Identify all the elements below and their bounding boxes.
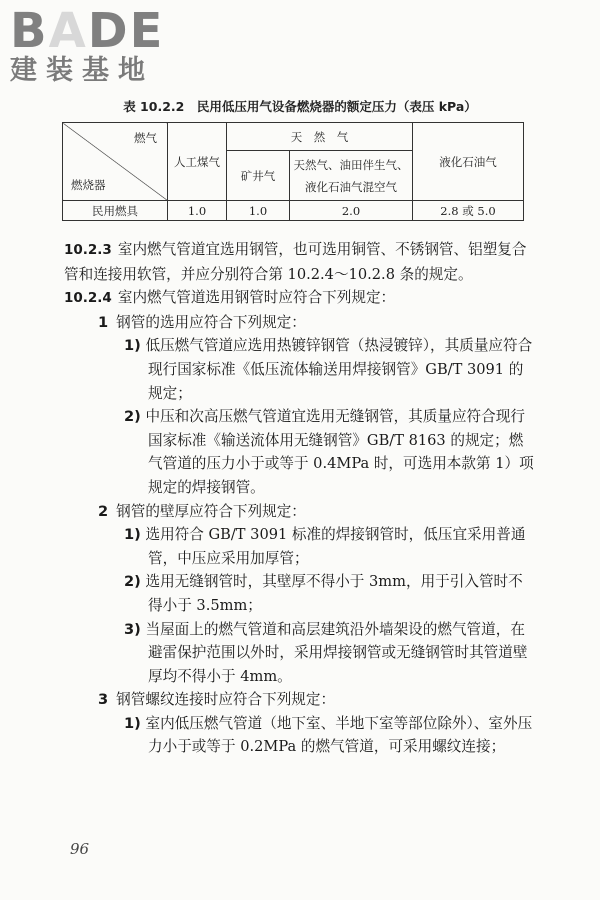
cell-value: 1.0 — [227, 201, 290, 221]
body-text — [64, 238, 534, 759]
header-natural-gas-group: 天 然 气 — [227, 123, 413, 151]
item-3: 3 钢管螺纹连接时应符合下列规定： — [98, 691, 336, 709]
clause-10-2-3: 10.2.3 室内燃气管道宜选用钢管，也可选用铜管、不锈钢管、铝塑复合管和连接用软管，并应分别符合第 10.2.4～10.2.8 条的规定。 — [64, 241, 527, 283]
logo-subtitle: 建装基地 — [10, 55, 154, 86]
item-2-2: 2) 选用无缝钢管时，其壁厚不得小于 3mm，用于引入管时不得小于 3.5mm； — [124, 573, 523, 614]
header-natural-mix: 天然气、油田伴生气、 液化石油气混空气 — [290, 151, 413, 201]
header-lpg: 液化石油气 — [413, 123, 524, 201]
cell-value: 1.0 — [168, 201, 227, 221]
page-number: 96 — [70, 840, 90, 858]
logo-wordmark: BADE — [10, 3, 165, 59]
bade-logo — [10, 3, 180, 86]
item-1-2: 2) 中压和次高压燃气管道宜选用无缝钢管，其质量应符合现行国家标准《输送流体用无缝钢管》GB/T 8163 的规定；燃气管道的压力小于或等于 0.4MPa 时，可选用本款第 1）项规定的焊接钢管。 — [124, 408, 534, 496]
table-row — [63, 201, 524, 221]
item-3-1: 1) 室内低压燃气管道（地下室、半地下室等部位除外）、室外压力小于或等于 0.2MPa 的燃气管道，可采用螺纹连接； — [124, 714, 533, 756]
header-mine-gas: 矿井气 — [227, 151, 290, 201]
item-2: 2 钢管的壁厚应符合下列规定： — [98, 502, 306, 520]
row-label: 民用燃具 — [63, 201, 168, 221]
cell-value: 2.0 — [290, 201, 413, 221]
header-artificial-gas: 人工煤气 — [168, 123, 227, 201]
pressure-table — [62, 122, 524, 221]
table-corner-cell: 燃气 燃烧器 — [63, 123, 168, 201]
item-1: 1 钢管的选用应符合下列规定： — [98, 313, 306, 331]
table-title: 表 10.2.2 民用低压用气设备燃烧器的额定压力（表压 kPa） — [123, 99, 477, 114]
item-1-1: 1) 低压燃气管道应选用热镀锌钢管（热浸镀锌），其质量应符合现行国家标准《低压流体输送用焊接钢管》GB/T 3091 的规定； — [124, 337, 533, 402]
item-2-3: 3) 当屋面上的燃气管道和高层建筑沿外墙架设的燃气管道，在避雷保护范围以外时，采用焊接钢管或无缝钢管时其管道壁厚均不得小于 4mm。 — [124, 620, 528, 685]
clause-10-2-4: 10.2.4 室内燃气管道选用钢管时应符合下列规定： — [64, 289, 396, 307]
item-2-1: 1) 选用符合 GB/T 3091 标准的焊接钢管时，低压宜采用普通管，中压应采用加厚管； — [124, 526, 526, 567]
cell-value: 2.8 或 5.0 — [413, 201, 524, 221]
